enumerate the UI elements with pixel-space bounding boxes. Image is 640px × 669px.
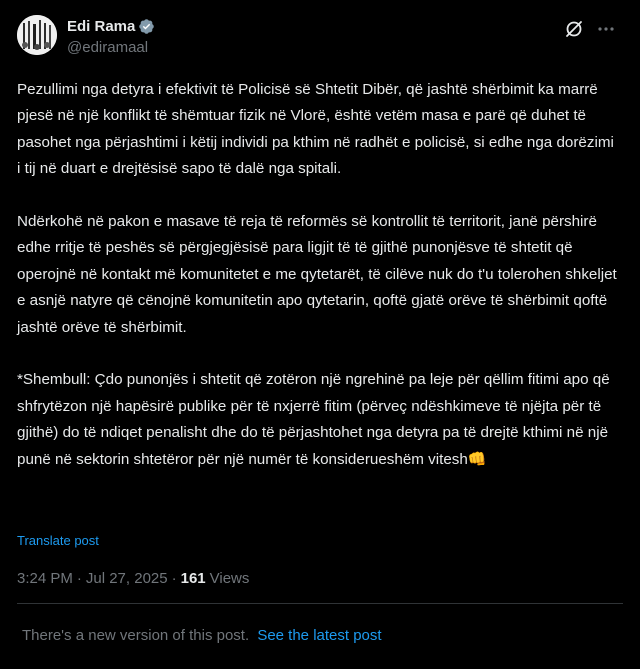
views-count: 161 xyxy=(180,570,206,587)
author-display-name[interactable]: Edi Rama xyxy=(67,17,136,35)
meta-separator-2: · xyxy=(171,570,177,587)
new-version-notice xyxy=(22,627,382,644)
verified-badge-icon xyxy=(138,18,155,35)
post-paragraph-2: Ndërkohë në pakon e masave të reja të reformës së kontrollit të territorit, janë përshirë edhe rritje të peshës së përgjegjësisë para ligjit të të gjithë punonjësve të shtetit që operojnë në kontakt më komunitetet e me qytetarët, të cilëve nuk do t'u tolerohen shkeljet e asnjë natyre që cënojnë komunitetin apo qytetarin, qoftë gjatë orëve të shërbimit qoftë jashtë orëve të shërbimit. xyxy=(17,213,617,336)
author-handle[interactable]: @ediramaal xyxy=(67,39,149,56)
more-options-icon[interactable] xyxy=(595,18,617,40)
post-paragraph-1: Pezullimi nga detyra i efektivit të Policisë së Shtetit Dibër, që jashtë shërbimit ka marrë pjesë në një konflikt të shëmtuar fizik në Vlorë, është vetëm masa e parë që duhet të pasohet nga përjashtimi i këtij individi pa kthim në radhët e policisë, si edhe nga dorëzimi i tij në duart e drejtësisë sapo të dalë nga spitali. xyxy=(17,81,614,178)
avatar[interactable] xyxy=(17,15,57,55)
grok-icon[interactable] xyxy=(563,18,585,40)
meta-separator: · xyxy=(76,570,82,587)
post-paragraph-3: *Shembull: Çdo punonjës i shtetit që zotëron një ngrehinë pa leje për qëllim fitimi apo që shfrytëzon një hapësirë publike për të nxjerrë fitim (përveç ndëshkimeve të njëjta për të gjithë) do të ndiqet penalisht dhe do të përjashtohet nga detyra pa të drejtë kthimi në një punë në sektorin shtetëror për një numër të konsiderueshëm vitesh👊 xyxy=(17,371,610,468)
new-version-text: There's a new version of this post. xyxy=(22,627,250,644)
post-meta xyxy=(17,570,249,587)
see-latest-post-link[interactable]: See the latest post xyxy=(257,627,382,644)
post-header xyxy=(17,0,623,70)
post-date[interactable]: Jul 27, 2025 xyxy=(85,570,168,587)
author-names xyxy=(67,16,155,56)
divider xyxy=(17,603,623,604)
translate-post-link[interactable]: Translate post xyxy=(17,533,99,548)
header-actions xyxy=(563,18,617,40)
post-text xyxy=(17,77,621,473)
avatar-image xyxy=(17,15,57,55)
name-row xyxy=(67,16,155,36)
post-time[interactable]: 3:24 PM xyxy=(17,570,73,587)
views-label: Views xyxy=(209,570,250,587)
